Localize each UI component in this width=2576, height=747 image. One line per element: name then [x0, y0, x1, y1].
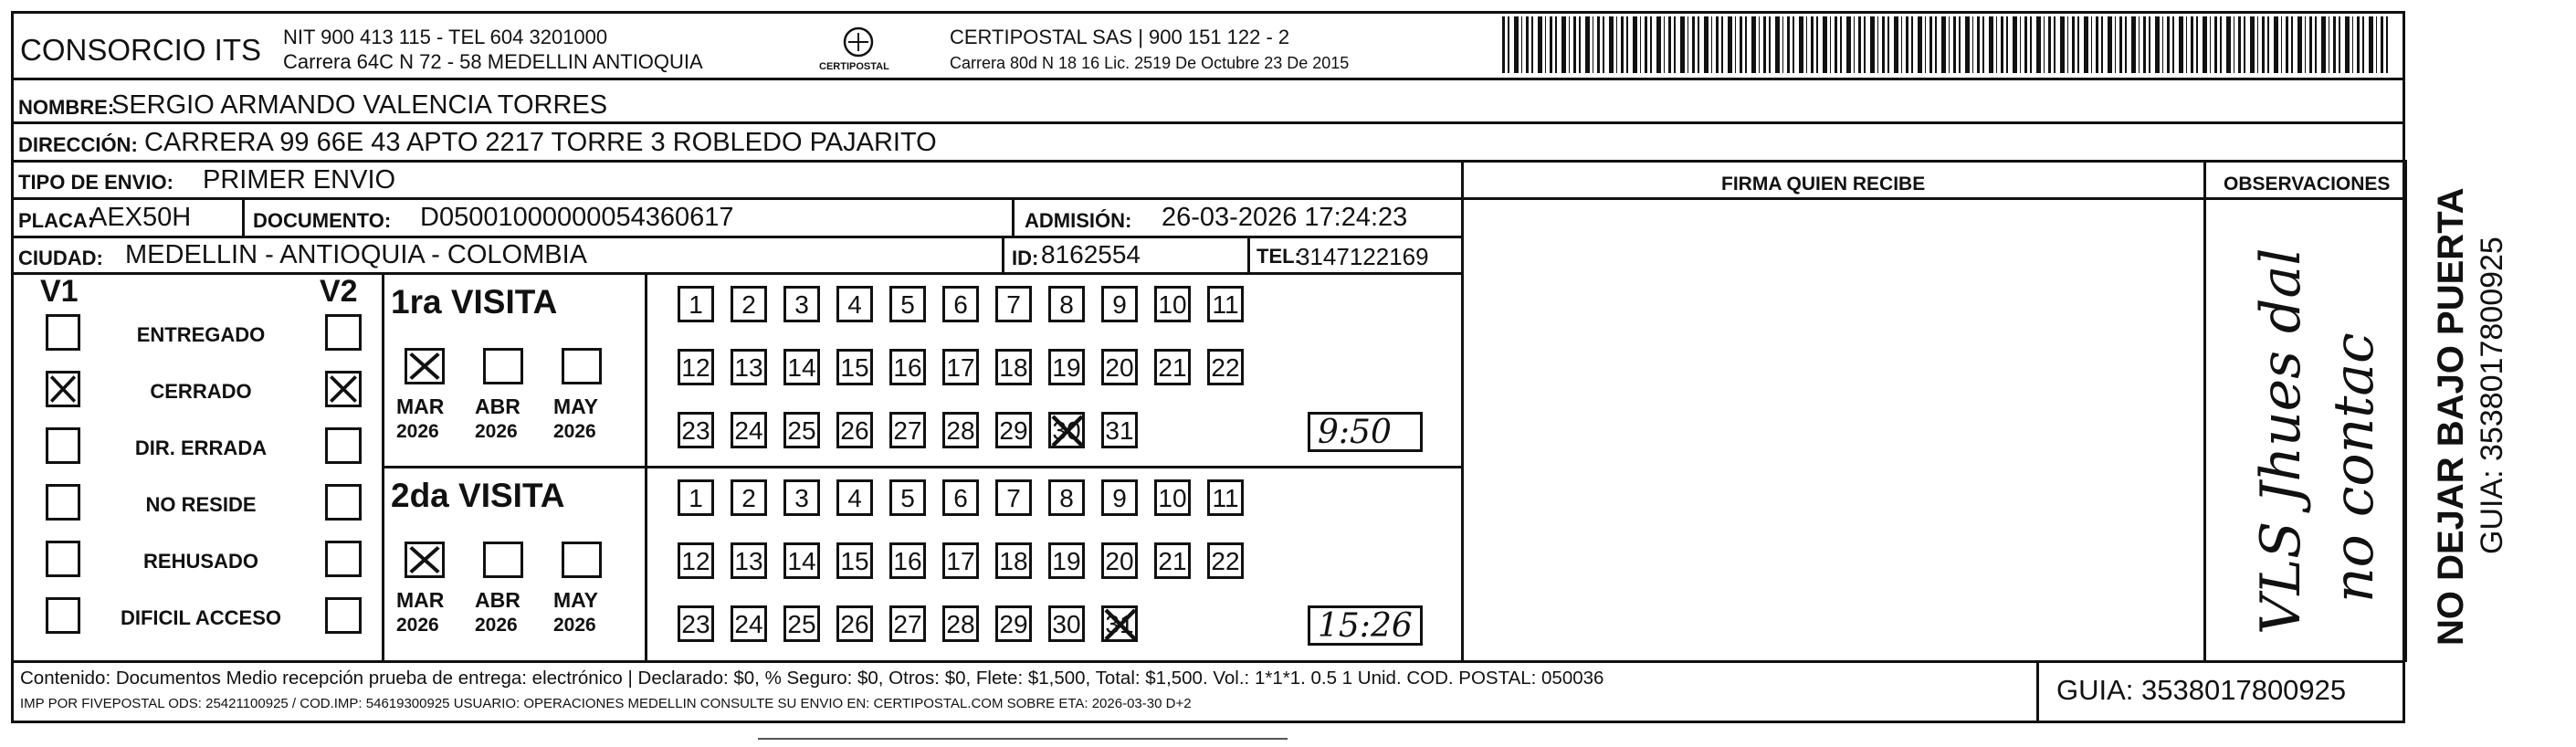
day-number: 18	[999, 547, 1028, 575]
day-number: 6	[953, 484, 968, 512]
day-number: 19	[1052, 547, 1081, 575]
day-number: 18	[999, 353, 1028, 382]
time-value: 15:26	[1318, 607, 1413, 645]
day-box[interactable]	[783, 286, 820, 322]
day-number: 21	[1158, 353, 1187, 382]
day-number: 25	[787, 610, 816, 638]
day-box[interactable]	[836, 286, 873, 322]
day-box[interactable]	[995, 412, 1032, 448]
v2-checkbox[interactable]	[325, 484, 362, 521]
status-label: NO RESIDE	[145, 493, 257, 516]
documento-label: DOCUMENTO:	[253, 209, 392, 232]
day-number: 1	[689, 484, 703, 512]
month-label: MAR	[396, 395, 445, 418]
day-number: 27	[893, 610, 922, 638]
day-number: 14	[787, 353, 816, 382]
id-label: ID:	[1012, 247, 1039, 269]
day-box[interactable]	[731, 349, 767, 385]
day-box[interactable]	[731, 479, 767, 516]
day-number: 11	[1212, 484, 1239, 512]
tel-label: TEL:	[1256, 245, 1301, 268]
v1-checkbox[interactable]	[46, 484, 80, 521]
company-nit: NIT 900 413 115 - TEL 604 3201000	[283, 26, 608, 48]
day-number: 7	[1006, 290, 1021, 319]
time-box[interactable]	[1308, 412, 1423, 452]
day-box[interactable]	[836, 479, 873, 516]
day-box[interactable]	[995, 349, 1032, 385]
day-number: 31	[1105, 416, 1134, 445]
day-number: 24	[734, 416, 763, 445]
month-year: 2026	[553, 421, 596, 442]
company-name: CONSORCIO ITS	[20, 33, 262, 67]
direccion-value: CARRERA 99 66E 43 APTO 2217 TORRE 3 ROBLEDO PAJARITO	[144, 128, 937, 157]
v2-checkbox[interactable]	[325, 371, 362, 407]
day-mark-icon	[1102, 606, 1139, 643]
day-box[interactable]	[1048, 286, 1085, 322]
day-number: 17	[946, 547, 975, 575]
logo-text: CERTIPOSTAL	[819, 61, 889, 72]
day-box[interactable]	[1101, 605, 1138, 642]
day-number: 17	[946, 353, 975, 382]
status-label: REHUSADO	[143, 550, 258, 573]
day-box[interactable]	[1154, 479, 1191, 516]
day-box[interactable]	[783, 605, 820, 642]
month-label: MAY	[553, 395, 598, 418]
month-checkbox[interactable]	[562, 542, 602, 578]
day-number: 20	[1105, 353, 1134, 382]
day-number: 15	[840, 353, 869, 382]
admision-label: ADMISIÓN:	[1025, 209, 1132, 232]
day-number: 29	[999, 610, 1028, 638]
day-box[interactable]	[1154, 542, 1191, 579]
day-number: 1	[689, 290, 703, 319]
placa-label: PLACA:	[18, 209, 95, 232]
tipo-envio-value: PRIMER ENVIO	[203, 165, 396, 195]
day-box[interactable]	[1048, 412, 1085, 448]
day-box[interactable]	[889, 479, 926, 516]
day-number: 22	[1211, 547, 1240, 575]
day-box[interactable]	[1048, 349, 1085, 385]
day-box[interactable]	[678, 605, 714, 642]
day-box[interactable]	[942, 479, 979, 516]
day-box[interactable]	[889, 412, 926, 448]
day-box[interactable]	[942, 542, 979, 579]
day-number: 5	[900, 484, 915, 512]
bottom-rule	[758, 738, 1288, 740]
day-number: 11	[1212, 290, 1239, 319]
day-box[interactable]	[731, 542, 767, 579]
month-year: 2026	[475, 615, 518, 636]
month-year: 2026	[553, 615, 596, 636]
month-checkbox[interactable]	[483, 348, 523, 384]
day-box[interactable]	[942, 412, 979, 448]
day-number: 4	[847, 484, 862, 512]
day-box[interactable]	[889, 605, 926, 642]
day-number: 23	[681, 416, 710, 445]
month-checkbox[interactable]	[483, 542, 523, 578]
day-number: 9	[1112, 290, 1127, 319]
day-box[interactable]	[1207, 479, 1244, 516]
day-box[interactable]	[1101, 542, 1138, 579]
status-label: ENTREGADO	[136, 323, 266, 346]
day-number: 14	[787, 547, 816, 575]
day-box[interactable]	[889, 286, 926, 322]
day-number: 10	[1158, 484, 1187, 512]
month-year: 2026	[396, 421, 439, 442]
side-guia: GUIA: 3538017800925	[2475, 237, 2509, 554]
v1-checkbox[interactable]	[46, 541, 80, 577]
v2-checkbox[interactable]	[325, 541, 362, 577]
month-label: MAR	[396, 588, 445, 612]
month-label: ABR	[475, 395, 520, 418]
day-box[interactable]	[942, 605, 979, 642]
day-number: 12	[681, 353, 710, 382]
footer-guia: GUIA: 3538017800925	[2056, 674, 2347, 706]
day-box[interactable]	[1048, 605, 1085, 642]
admision-value: 26-03-2026 17:24:23	[1162, 203, 1408, 232]
day-box[interactable]	[1207, 286, 1244, 322]
nombre-label: NOMBRE:	[18, 96, 115, 119]
month-label: ABR	[475, 588, 520, 612]
id-value: 8162554	[1041, 240, 1141, 268]
day-number: 13	[734, 547, 763, 575]
contenido-text: Contenido: Documentos Medio recepción prueba de entrega: electrónico | Declarado: $0, % Seguro: $0, Otros: $0, Flete: $1,500, Total: $1,500. Vol.: 1*1*1. 0.5 1 Unid. COD. POSTAL: 050036	[20, 668, 1604, 689]
day-number: 22	[1211, 353, 1240, 382]
status-label: CERRADO	[150, 380, 252, 403]
day-box[interactable]	[1154, 349, 1191, 385]
day-number: 16	[893, 353, 922, 382]
day-number: 4	[847, 290, 862, 319]
visit-title: 2da VISITA	[391, 477, 565, 514]
day-number: 29	[999, 416, 1028, 445]
day-box[interactable]	[783, 542, 820, 579]
status-label: DIFICIL ACCESO	[120, 606, 281, 629]
imp-text: IMP POR FIVEPOSTAL ODS: 25421100925 / COD.IMP: 54619300925 USUARIO: OPERACIONES MEDELLIN CONSULTE SU ENVIO EN: CERTIPOSTAL.COM SOBRE ETA: 2026-03-30 D+2	[20, 696, 1192, 711]
day-box[interactable]	[783, 349, 820, 385]
observaciones-handwriting	[2203, 201, 2404, 662]
day-box[interactable]	[889, 349, 926, 385]
day-number: 26	[840, 416, 869, 445]
day-box[interactable]	[942, 286, 979, 322]
month-checkbox[interactable]	[405, 348, 445, 384]
observaciones-label: OBSERVACIONES	[2224, 174, 2391, 195]
day-number: 23	[681, 610, 710, 638]
month-year: 2026	[396, 615, 439, 636]
day-box[interactable]	[678, 286, 714, 322]
day-number: 2	[741, 290, 756, 319]
day-box[interactable]	[836, 412, 873, 448]
month-checkbox[interactable]	[405, 542, 445, 578]
day-box[interactable]	[1207, 542, 1244, 579]
day-box[interactable]	[995, 605, 1032, 642]
day-number: 21	[1158, 547, 1187, 575]
day-number: 15	[840, 547, 869, 575]
day-box[interactable]	[889, 542, 926, 579]
day-number: 10	[1158, 290, 1187, 319]
ciudad-label: CIUDAD:	[18, 247, 103, 269]
day-number: 2	[741, 484, 756, 512]
time-value: 9:50	[1318, 414, 1392, 451]
day-box[interactable]	[783, 479, 820, 516]
day-box[interactable]	[995, 542, 1032, 579]
time-box[interactable]	[1308, 605, 1423, 646]
day-number: 8	[1059, 484, 1074, 512]
day-box[interactable]	[731, 412, 767, 448]
v1-checkbox[interactable]	[46, 314, 80, 351]
day-number: 16	[893, 547, 922, 575]
tel-value: 3147122169	[1297, 243, 1429, 270]
day-number: 13	[734, 353, 763, 382]
day-box[interactable]	[836, 542, 873, 579]
direccion-label: DIRECCIÓN:	[18, 133, 138, 156]
day-number: 27	[893, 416, 922, 445]
month-checkbox[interactable]	[562, 348, 602, 384]
firma-label: FIRMA QUIEN RECIBE	[1721, 174, 1926, 195]
day-box[interactable]	[1101, 349, 1138, 385]
v2-checkbox[interactable]	[325, 314, 362, 351]
day-box[interactable]	[678, 542, 714, 579]
day-number: 5	[900, 290, 915, 319]
barcode	[1502, 16, 2392, 73]
carrier-name: CERTIPOSTAL SAS | 900 151 122 - 2	[950, 26, 1290, 48]
day-box[interactable]	[1101, 412, 1138, 448]
day-box[interactable]	[1048, 542, 1085, 579]
day-number: 28	[946, 610, 975, 638]
v2-checkbox[interactable]	[325, 597, 362, 634]
day-number: 6	[953, 290, 968, 319]
day-box[interactable]	[942, 349, 979, 385]
side-panel	[2405, 11, 2570, 660]
day-number: 30	[1052, 610, 1081, 638]
v1-label: V1	[40, 274, 79, 309]
v1-checkbox[interactable]	[46, 371, 80, 407]
day-number: 3	[794, 484, 809, 512]
day-number: 19	[1052, 353, 1081, 382]
day-number: 28	[946, 416, 975, 445]
day-box[interactable]	[1101, 479, 1138, 516]
v1-checkbox[interactable]	[46, 597, 80, 634]
day-number: 25	[787, 416, 816, 445]
day-number: 9	[1112, 484, 1127, 512]
day-box[interactable]	[1101, 286, 1138, 322]
day-box[interactable]	[1048, 479, 1085, 516]
month-label: MAY	[553, 588, 598, 612]
day-number: 8	[1059, 290, 1074, 319]
v2-label: V2	[320, 274, 358, 309]
day-box[interactable]	[836, 605, 873, 642]
day-number: 3	[794, 290, 809, 319]
day-box[interactable]	[995, 479, 1032, 516]
day-mark-icon	[1049, 413, 1086, 449]
day-box[interactable]	[678, 412, 714, 448]
day-box[interactable]	[731, 286, 767, 322]
day-box[interactable]	[783, 412, 820, 448]
day-number: 7	[1006, 484, 1021, 512]
day-box[interactable]	[731, 605, 767, 642]
ciudad-value: MEDELLIN - ANTIOQUIA - COLOMBIA	[125, 240, 587, 269]
day-number: 24	[734, 610, 763, 638]
day-box[interactable]	[995, 286, 1032, 322]
day-box[interactable]	[678, 349, 714, 385]
month-year: 2026	[475, 421, 518, 442]
carrier-address: Carrera 80d N 18 16 Lic. 2519 De Octubre 23 De 2015	[950, 54, 1350, 72]
day-box[interactable]	[1154, 286, 1191, 322]
tipo-envio-label: TIPO DE ENVIO:	[18, 171, 173, 194]
placa-value: AEX50H	[89, 203, 192, 232]
documento-value: D05001000000054360617	[420, 203, 734, 232]
day-number: 30	[1052, 416, 1081, 445]
day-number: 20	[1105, 547, 1134, 575]
day-box[interactable]	[1207, 349, 1244, 385]
day-box[interactable]	[836, 349, 873, 385]
day-number: 31	[1105, 610, 1134, 638]
day-box[interactable]	[678, 479, 714, 516]
day-number: 12	[681, 547, 710, 575]
observaciones-note-1: VLS Jhues dal	[2249, 247, 2313, 635]
v2-checkbox[interactable]	[325, 427, 362, 464]
v1-checkbox[interactable]	[46, 427, 80, 464]
side-warning: NO DEJAR BAJO PUERTA	[2431, 187, 2471, 646]
day-number: 26	[840, 610, 869, 638]
status-label: DIR. ERRADA	[134, 437, 268, 459]
certipostal-logo	[817, 24, 899, 75]
visit-title: 1ra VISITA	[391, 283, 558, 321]
company-address: Carrera 64C N 72 - 58 MEDELLIN ANTIOQUIA	[283, 50, 703, 73]
observaciones-note-2: no contac	[2322, 332, 2386, 603]
nombre-value: SERGIO ARMANDO VALENCIA TORRES	[111, 90, 608, 120]
